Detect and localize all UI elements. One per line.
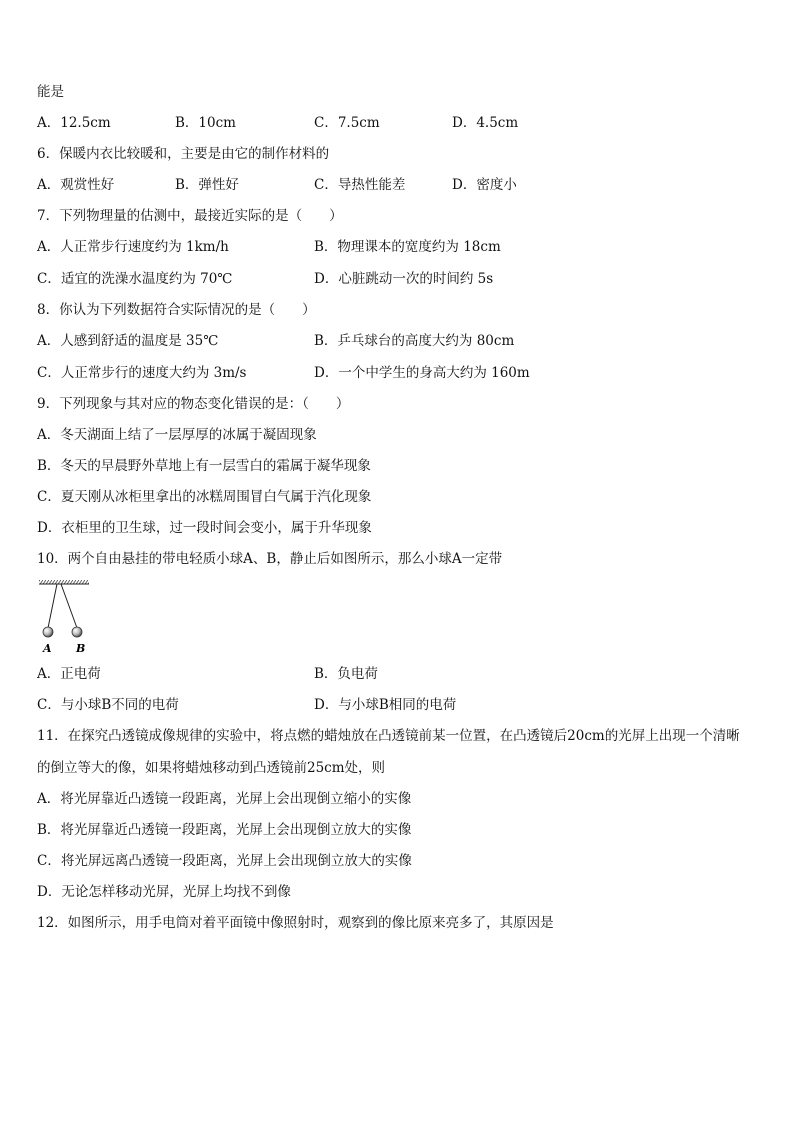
q11-option-c: C．将光屏远离凸透镜一段距离，光屏上会出现倒立放大的实像 [37, 853, 412, 869]
question-11-line-1: 11．在探究凸透镜成像规律的实验中，将点燃的蜡烛放在凸透镜前某一位置，在凸透镜后20cm的光屏上出现一个清晰 [37, 728, 740, 744]
q11-option-d: D．无论怎样移动光屏，光屏上均找不到像 [37, 884, 291, 900]
q8-option-a: A．人感到舒适的温度是 35℃ [37, 333, 219, 349]
q11-option-b: B．将光屏靠近凸透镜一段距离，光屏上会出现倒立放大的实像 [37, 822, 412, 838]
q9-option-b: B．冬天的早晨野外草地上有一层雪白的霜属于凝华现象 [37, 458, 371, 474]
question-6: 6．保暖内衣比较暖和，主要是由它的制作材料的 [37, 146, 330, 162]
question-12: 12．如图所示，用手电筒对着平面镜中像照射时，观察到的像比原来亮多了，其原因是 [37, 915, 554, 931]
q7-option-c: C．适宜的洗澡水温度约为 70℃ [37, 271, 233, 287]
label-b: B [76, 642, 86, 655]
question-7: 7．下列物理量的估测中，最接近实际的是（ ） [37, 208, 343, 224]
q6-option-c: C．导热性能差 [314, 177, 406, 193]
q6-option-b: B．弹性好 [175, 177, 239, 193]
q11-option-a: A．将光屏靠近凸透镜一段距离，光屏上会出现倒立缩小的实像 [37, 791, 412, 807]
q6-option-d: D．密度小 [452, 177, 517, 193]
thread-a [48, 584, 57, 628]
q8-option-c: C．人正常步行的速度大约为 3m/s [37, 365, 247, 381]
question-9: 9．下列现象与其对应的物态变化错误的是：（ ） [37, 396, 350, 412]
ball-b [72, 627, 82, 637]
q5-option-a: A．12.5cm [37, 115, 111, 131]
thread-b [61, 584, 77, 628]
q10-option-c: C．与小球B不同的电荷 [37, 697, 179, 713]
q8-option-d: D．一个中学生的身高大约为 160m [314, 365, 530, 381]
q5-option-b: B．10cm [175, 115, 236, 131]
q9-option-c: C．夏天刚从冰柜里拿出的冰糕周围冒白气属于汽化现象 [37, 489, 372, 505]
ceiling-hatch [39, 580, 89, 584]
question-11-line-2: 的倒立等大的像，如果将蜡烛移动到凸透镜前25cm处，则 [37, 760, 386, 776]
q7-option-a: A．人正常步行速度约为 1km/h [37, 239, 229, 255]
question-5-tail: 能是 [37, 84, 64, 100]
q9-option-a: A．冬天湖面上结了一层厚厚的冰属于凝固现象 [37, 427, 317, 443]
q6-option-a: A．观赏性好 [37, 177, 115, 193]
pendulum-diagram [37, 580, 93, 656]
q7-option-d: D．心脏跳动一次的时间约 5s [314, 271, 494, 287]
question-8: 8．你认为下列数据符合实际情况的是（ ） [37, 302, 316, 318]
charged-balls-figure [37, 580, 93, 656]
q5-option-c: C．7.5cm [314, 115, 380, 131]
q7-option-b: B．物理课本的宽度约为 18cm [314, 239, 501, 255]
q8-option-b: B．乒乓球台的高度大约为 80cm [314, 333, 515, 349]
q10-option-a: A．正电荷 [37, 666, 101, 682]
q10-option-b: B．负电荷 [314, 666, 378, 682]
q5-option-d: D．4.5cm [452, 115, 519, 131]
question-10: 10．两个自由悬挂的带电轻质小球A、B，静止后如图所示，那么小球A一定带 [37, 551, 503, 567]
q10-option-d: D．与小球B相同的电荷 [314, 697, 457, 713]
q9-option-d: D．衣柜里的卫生球，过一段时间会变小，属于升华现象 [37, 520, 372, 536]
label-a: A [43, 642, 52, 655]
ball-a [43, 627, 53, 637]
